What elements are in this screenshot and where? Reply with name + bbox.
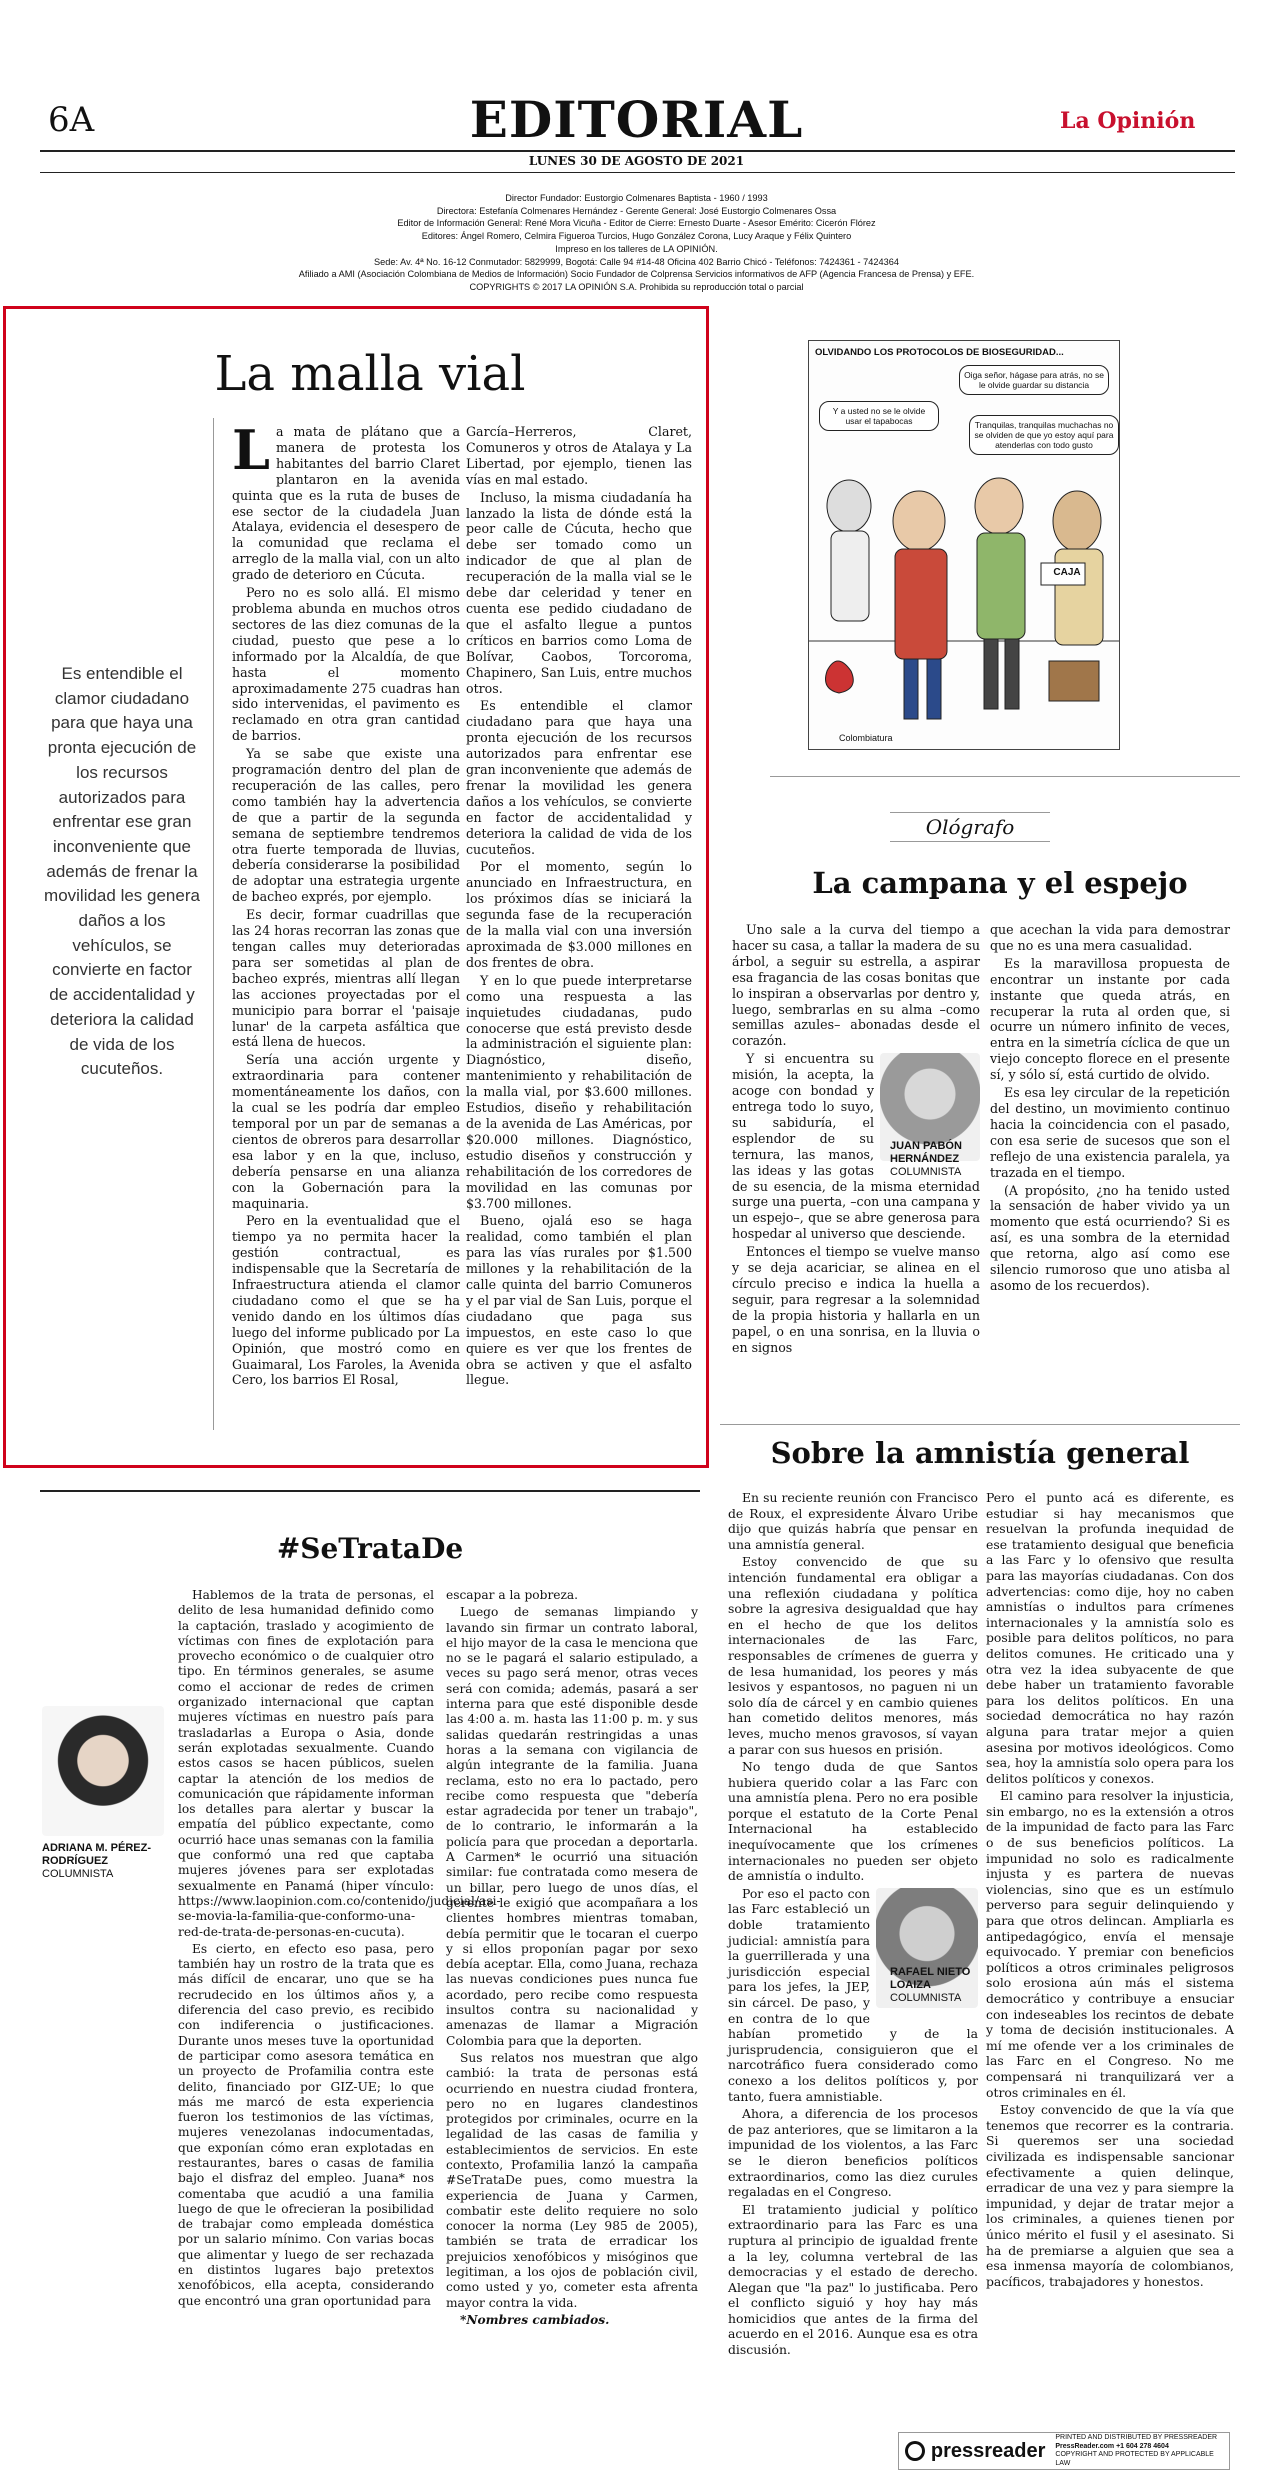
amnistia-column-2 [986, 1490, 1234, 2291]
column-divider [213, 418, 214, 1430]
paragraph: Es entendible el clamor ciudadano para que haya una pronta ejecución de los recursos autorizados para enfrentar ese gran inconveniente que además de frenar la movilidad les genera daños a los vehículos, se convierte en factor de accidentalidad y deteriora la calidad de vida de los cucuteños. [466, 698, 692, 857]
date-rule [40, 172, 1235, 173]
cartoon-speech-bubble: Y a usted no se le olvide usar el tapabocas [819, 401, 939, 431]
cartoon-speech-bubble: Tranquilas, tranquilas muchachas no se olviden de que yo estoy aquí para atenderlas con todo gusto [969, 415, 1119, 455]
credit-line: Impreso en los talleres de LA OPINIÓN. [555, 243, 718, 254]
credit-line: Sede: Av. 4ª No. 16-12 Conmutador: 5829999, Bogotá: Calle 94 #14-48 Oficina 402 Barrio Chicó - Teléfonos: 7424361 - 7424364 [374, 256, 899, 267]
paragraph: Es cierto, en efecto eso pasa, pero también hay un rostro de la trata que es más difícil de encarar, uno que se ha recrudecido en los últimos años y, a diferencia del caso previo, es recibido con indiferencia o justificaciones. Durante unos meses tuve la oportunidad de participar como asesora temática en un proyecto de Profamilia contra este delito, financiado por GIZ-UE; lo que más me marcó de esta experiencia fueron los testimonios de las víctimas, mujeres venezolanas indocumentadas, que exponían cómo eran explotadas en restaurantes, bares o casas de familia bajo el disfraz del empleo. Juana* nos comentaba que acudió a una familia luego de que le ofrecieran la posibilidad de trabajar como empleada doméstica por un salario mínimo. Con varias bocas que alimentar y luego de ser rechazada en distintos lugares bajo pretextos xenofóbicos, ella acepta, considerando que encontró una gran oportunidad para [178, 1941, 434, 2308]
paragraph: Sería una acción urgente y extraordinaria para contener momentáneamente los daños, con la cual se les podría dar empleo temporal por un par de semanas a cientos de obreros para desarrollar esa labor y en la que, incluso, debería pensarse en una alianza con la Gobernación para la maquinaria. [232, 1052, 460, 1211]
paragraph: La mata de plátano que a manera de protesta los habitantes del barrio Claret plantaron en la avenida quinta que es la ruta de buses de ese sector de la ciudadela Juan Atalaya, evidencia el desespero de la comunidad que reclama el arreglo de la malla vial, con un alto grado de deterioro en Cúcuta. [232, 418, 460, 583]
author-name: JUAN PABÓN HERNÁNDEZ [890, 1140, 962, 1165]
caja-label: CAJA [1053, 567, 1081, 578]
setratade-column-1 [178, 1588, 501, 2311]
credits-block [200, 192, 1073, 294]
column-title: #SeTrataDe [276, 1532, 464, 1565]
credit-line: Editor de Información General: René Mora Vicuña - Editor de Cierre: Ernesto Duarte - Asesor Emérito: Cicerón Flórez [397, 218, 876, 229]
page-number: 6A [48, 100, 95, 140]
paragraph: Pero el punto acá es diferente, es estudiar si hay mecanismos que resuelvan la profunda inequidad de ese tratamiento desigual que beneficia a las Farc y lo ofensivo que resulta para las mayorías ciudadanas. Con dos advertencias: como dije, hoy no caben amnistías o indultos para crímenes internacionales y la amnistía solo es posible para delitos políticos, no para delitos comunes. He criticado una y otra vez la idea subyacente de que debe haber un tratamiento favorable para los delitos políticos. En una sociedad democrática no hay razón alguna para tratar mejor a quien asesina por motivos ideológicos. Como sea, hoy la amnistía solo opera para los delitos políticos y conexos. [986, 1490, 1234, 1786]
paragraph: Pero no es solo allá. El mismo problema abunda en muchos otros sectores de las diez comunas de la ciudad, puesto que pese a lo informado por la Alcaldía, de que hasta el momento aproximadamente 275 cuadras han sido intervenidas, el pavimento es reclamado en otra gran cantidad de barrios. [232, 585, 460, 744]
paragraph: Entonces el tiempo se vuelve manso y se deja acariciar, se alinea en el círculo preciso e indica la huella a seguir, para regresar a la solemnidad de la propia historia y hallarla en un papel, o en una sonrisa, en la lluvia o en signos [732, 1244, 980, 1355]
author-name: RAFAEL NIETO LOAIZA [890, 1966, 971, 1991]
paragraph: Estoy convencido de que su intención fundamental era obligar a una reflexión ciudadana y política sobre la agresiva desigualdad que hay en el hecho de que los delitos internacionales de las Farc, responsables de crímenes de guerra y de lesa humanidad, los peores y más lesivos y espantosos, no paguen ni un solo día de cárcel y en cambio quienes han cometido delitos menores, más leves, mucho menos gravosos, sí vayan a parar con sus huesos en prisión. [728, 1554, 978, 1757]
paragraph: Sus relatos nos muestran que algo cambió: la trata de personas está ocurriendo en nuestra ciudad frontera, pero no en lugares clandestinos protegidos por criminales, ocurre en la legalidad de las casas de familia y establecimientos de servicios. En este contexto, Profamilia lanzó la campaña #SeTrataDe pues, como muestra la experiencia de Juana y Carmen, combatir este delito requiere no solo conocer la norma (Ley 985 de 2005), también se trata de erradicar los prejuicios xenofóbicos y misóginos que legitiman, a los ojos de población civil, como usted y yo, cometer esta afrenta mayor contra la vida. [446, 2050, 698, 2310]
editorial-column-2 [466, 424, 692, 1390]
editorial-cartoon [808, 340, 1120, 750]
paragraph: Por eso el pacto con las Farc estableció un doble tratamiento judicial: amnistía para la guerrillerada y una jurisdicción especial para los jefes, la JEP, sin cárcel. De paso, y en contra de lo que habían prometido y de la jurisprudencia, consiguieron que el narcotráfico fuera considerado como conexo a los delitos políticos y, por tanto, fuera amnistiable. [728, 1885, 978, 2104]
credit-line: COPYRIGHTS © 2017 LA OPINIÓN S.A. Prohibida su reproducción total o parcial [469, 281, 804, 292]
paragraph: En su reciente reunión con Francisco de Roux, el expresidente Álvaro Uribe dijo que quizás habría que pensar en una amnistía general. [728, 1490, 978, 1552]
author-role: COLUMNISTA [890, 1992, 962, 2004]
cartoon-illustration [809, 341, 1119, 749]
paragraph: El tratamiento judicial y político extraordinario para las Farc es una ruptura al principio de igualdad frente a la ley, columna vertebral de las democracias y el estado de derecho. Alegan que "la paz" lo justificaba. Pero el conflicto siguió y hoy hay más homicidios que antes de la firma del acuerdo en el 2016. Aunque esa es otra discusión. [728, 2201, 978, 2358]
paragraph: (A propósito, ¿no ha tenido usted la sensación de haber vivido ya un momento que está ocurriendo? Si es así, es una sombra de la eternidad que retorna, algo así como ese silencio rumoroso que uno atisba al asomo de los recuerdos). [990, 1182, 1230, 1293]
credit-line: Editores: Ángel Romero, Celmira Figueroa Turcios, Hugo González Corona, Lucy Araque y Félix Quintero [421, 231, 852, 242]
editorial-pullquote: Es entendible el clamor ciudadano para que haya una pronta ejecución de los recursos autorizados para enfrentar ese gran inconveniente que además de frenar la movilidad les genera daños a los vehículos, se convierte en factor de accidentalidad y deteriora la calidad de vida de los cucuteños. [44, 664, 200, 1079]
column-title: Sobre la amnistía general [770, 1436, 1190, 1470]
newspaper-logo: La Opinión [1060, 108, 1196, 134]
author-role: COLUMNISTA [890, 1166, 962, 1178]
amnistia-column-1 [728, 1490, 978, 2360]
credit-line: Directora: Estefanía Colmenares Hernández - Gerente General: José Eustorgio Colmenares Ossa [436, 205, 837, 216]
setratade-column-2 [446, 1588, 698, 2330]
paragraph: Es decir, formar cuadrillas que las 24 horas recorran las zonas que tengan calles muy deterioradas para ser sometidas al plan de bacheo exprés, mientras allí llegan las acciones proyectadas por el municipio para borrar el 'paisaje lunar' de la carpeta asfáltica que está llena de huecos. [232, 907, 460, 1050]
paragraph: Hablemos de la trata de personas, el delito de lesa humanidad definido como la captación, traslado y acogimiento de víctimas con fines de explotación para provecho económico o de cualquier otro tipo. En términos generales, se asume como el accionar de redes de crimen organizado internacional que captan mujeres víctimas en nuestro país para trasladarlas a Europa o Asia, donde serán explotadas sexualmente. Cuando estos casos se hacen públicos, suelen captar la atención de los medios de comunicación que rápidamente informan los detalles para alertar y buscar la empatía del público expectante, como ocurrió hace unas semanas con la familia que conformó una red que captaba mujeres jóvenes para ser explotadas sexualmente en Panamá (hiper vínculo: https://www.laopinion.com.co/contenido/judicial/asi-se-movia-la-familia-que-conformo-una-red-de-trata-de-personas-en-cucuta). [178, 1588, 501, 1939]
issue-date: LUNES 30 DE AGOSTO DE 2021 [528, 154, 745, 168]
paragraph: Es esa ley circular de la repetición del destino, un movimiento continuo hacia la coincidencia con el pasado, con esa serie de sucesos que son el reflejo de una existencia paralela, ya trazada en el tiempo. [990, 1085, 1230, 1180]
footer-line: PressReader.com +1 604 278 4604 [1055, 2442, 1169, 2450]
credit-line: Director Fundador: Eustorgio Colmenares Baptista - 1960 / 1993 [505, 193, 768, 203]
section-title: EDITORIAL [469, 90, 804, 149]
paragraph: El camino para resolver la injusticia, sin embargo, no es la extensión a otros de la impunidad de facto para las Farc o de sus beneficios políticos. La impunidad no solo es radicalmente injusta y es partera de nuevas violencias, sino que es un estímulo perverso para seguir delinquiendo y para que otros delincan. Ampliarla es antipedagógico, envía el mensaje equivocado. Y premiar con beneficios políticos a otros criminales peligrosos solo erosiona aún más el sistema democrático y contribuye a ensuciar con indeseables los recintos de debate y toma de decisión institucionales. A mí me ofende ver a los criminales de las Farc en el Congreso. No me compensará ni tranquilizará ver a otros criminales en él. [986, 1788, 1234, 2100]
author-photo [42, 1706, 164, 1836]
paragraph: Luego de semanas limpiando y lavando sin firmar un contrato laboral, el hijo mayor de la casa le menciona que no se le pagará el salario estipulado, a veces su pago será menor, otras veces será con comida; además, pasará a ser interna para que esté disponible desde las 4:00 a. m. hasta las 11:00 p. m. y sus salidas quedarán restringidas a unas horas a la semana con vigilancia de algún integrante de la familia. Juana reclama, esto no era lo pactado, pero recibe como respuesta que "debería estar agradecida por tener un trabajo", de lo contrario, le informarán a la policía para que procedan a deportarla. A Carmen* le ocurrió una situación similar: fue contratada como mesera de un billar, pero luego de unos días, el gerente le exigió que acompañara a los clientes hombres mientras tomaban, debía permitir que le tocaran el cuerpo y si ellos proponían pagar por sexo debía aceptar. Ella, como Juana, rechaza las nuevas condiciones pues nunca fue acordado, pero recibe como respuesta insultos contra su nacionalidad y amenazas de llamar a Migración Colombia para que la deporten. [446, 1605, 698, 2048]
column-title: La campana y el espejo [812, 866, 1188, 900]
campana-column-2 [990, 922, 1230, 1296]
paragraph: Por el momento, según lo anunciado en Infraestructura, en los próximos días se iniciará la segunda fase de la recuperación de la malla vial con una inversión aproximada de $3.000 millones en dos frentes de obra. [466, 859, 692, 970]
footer-line: PRINTED AND DISTRIBUTED BY PRESSREADER [1055, 2434, 1218, 2441]
author-name: ADRIANA M. PÉREZ-RODRÍGUEZ [42, 1842, 151, 1867]
paragraph: Ahora, a diferencia de los procesos de paz anteriores, que se limitaron a la impunidad de los violentos, a las Farc se le dieron beneficios políticos extraordinarios, como las diez curules regaladas en el Congreso. [728, 2106, 978, 2200]
author-caption [890, 1140, 1000, 1179]
paragraph: Y si encuentra su misión, la acepta, la acoge con bondad y entrega todo lo suyo, su sabiduría, el esplendor de su ternura, las manos, las ideas y las gotas de su esencia, de la misma eternidad surge una puerta, –con una campana y un espejo–, que se abre generosa para hospedar al universo que desciende. [732, 1051, 980, 1242]
editorial-title: La malla vial [214, 346, 526, 402]
paragraph: Es la maravillosa propuesta de encontrar un instante por cada instante que queda atrás, en recuperar la ruta al orden que, si ocurre un número infinito de veces, entra en la simetría cíclica de que un viejo concepto florece en el presente sí, y sólo sí, está curtido de olvido. [990, 955, 1230, 1083]
masthead-rule [40, 150, 1235, 152]
cartoon-title: OLVIDANDO LOS PROTOCOLOS DE BIOSEGURIDAD... [815, 347, 1064, 358]
cartoon-speech-bubble: Oiga señor, hágase para atrás, no se le olvide guardar su distancia [959, 365, 1109, 395]
paragraph: Ya se sabe que existe una programación dentro del plan de recuperación de las calles, pero como también hay la advertencia de que a partir de la segunda semana de septiembre tendremos otra fuerte temporada de lluvias, debería considerarse la posibilidad de adoptar una estrategia urgente de bacheo exprés, por ejemplo. [232, 746, 460, 905]
cartoon-credit: Colombiatura [839, 733, 893, 743]
column-kicker: Ológrafo [890, 812, 1050, 842]
paragraph: Y en lo que puede interpretarse como una respuesta a las inquietudes ciudadanas, pudo conocerse que está previsto desde la administración el siguiente plan: Diagnóstico, diseño, mantenimiento y rehabilitación de la malla vial, por $3.600 millones. Estudios, diseño y rehabilitación de la avenida de Las Américas, por $20.000 millones. Diagnóstico, estudio diseños y construcción y rehabilitación de los corredores de movilidad en las comunas por $3.700 millones. [466, 972, 692, 1211]
paragraph: Bueno, ojalá eso se haga realidad, como también el plan para las vías rurales por $1.500 millones y la rehabilitación de la calle quinta del barrio Comuneros y el par vial de San Luis, porque el ciudadano que paga sus impuestos, en este caso lo que quiere es ver que los frentes de obra se activen y que el asfalto llegue. [466, 1213, 692, 1388]
pressreader-logo-icon [905, 2441, 925, 2461]
paragraph: Pero en la eventualidad que el tiempo ya no permita hacer la gestión contractual, es indispensable que la Secretaría de Infraestructura atienda el clamor ciudadano como el que se ha venido dando en los últimos días luego del informe publicado por La Opinión, que mostró como en Guaimaral, Los Faroles, la Avenida Cero, los barrios El Rosal, [232, 1213, 460, 1388]
pressreader-footer[interactable] [898, 2432, 1230, 2470]
credit-line: Afiliado a AMI (Asociación Colombiana de Medios de Información) Socio Fundador de Colprensa Servicios informativos de AFP (Agencia Francesa de Prensa) y EFE. [298, 269, 975, 280]
section-rule [770, 776, 1240, 777]
editorial-column-1 [232, 418, 460, 1390]
paragraph: Estoy convencido de que la vía que tenemos que recorrer es la contraria. Si queremos ser una sociedad civilizada es indispensable sancionar efectivamente a quien delinque, erradicar de una vez y para siempre la impunidad, y dejar de tratar mejor a los criminales, a quienes tienen por único mérito el fusil y el asesinato. Si ha de premiarse a alguien que sea a esa inmensa mayoría de colombianos, pacíficos, trabajadores y honestos. [986, 2102, 1234, 2289]
footer-line: COPYRIGHT AND PROTECTED BY APPLICABLE LAW [1055, 2451, 1214, 2467]
pressreader-brand: pressreader [930, 2439, 1046, 2462]
section-rule [720, 1424, 1240, 1425]
author-caption [42, 1842, 172, 1881]
author-caption [890, 1966, 990, 2005]
paragraph: Incluso, la misma ciudadanía ha lanzado la lista de dónde está la peor calle de Cúcuta, hecho que debe ser tomado como un indicador de que al plan de recuperación de la malla vial se le debe dar celeridad y tener en cuenta ese pedido ciudadano de que el asfalto llegue a puntos críticos en barrios como Loma de Bolívar, Caobos, Torcoroma, Chapinero, San Luis, entre muchos otros. [466, 489, 692, 696]
paragraph: que acechan la vida para demostrar que no es una mera casualidad. [990, 922, 1230, 953]
paragraph: García–Herreros, Claret, Comuneros y otros de Atalaya y La Libertad, por ejemplo, tienen las vías en mal estado. [466, 424, 692, 487]
section-rule [40, 1490, 700, 1492]
paragraph: No tengo duda de que Santos hubiera querido colar a las Farc con una amnistía plena. Pero no era posible porque el estatuto de la Corte Penal Internacional ha establecido inequívocamente que los crímenes internacionales no pueden ser objeto de amnistía o indulto. [728, 1759, 978, 1884]
paragraph: Uno sale a la curva del tiempo a hacer su casa, a tallar la madera de su árbol, a seguir su estrella, a aspirar esa fragancia de las cosas bonitas que lo inspiran a observarlas por dentro y, luego, sembrarlas en su alma –como semillas azules– abonadas desde el corazón. [732, 922, 980, 1049]
paragraph: escapar a la pobreza. [446, 1588, 579, 1602]
footnote: *Nombres cambiados. [460, 2312, 610, 2327]
author-role: COLUMNISTA [42, 1868, 114, 1880]
